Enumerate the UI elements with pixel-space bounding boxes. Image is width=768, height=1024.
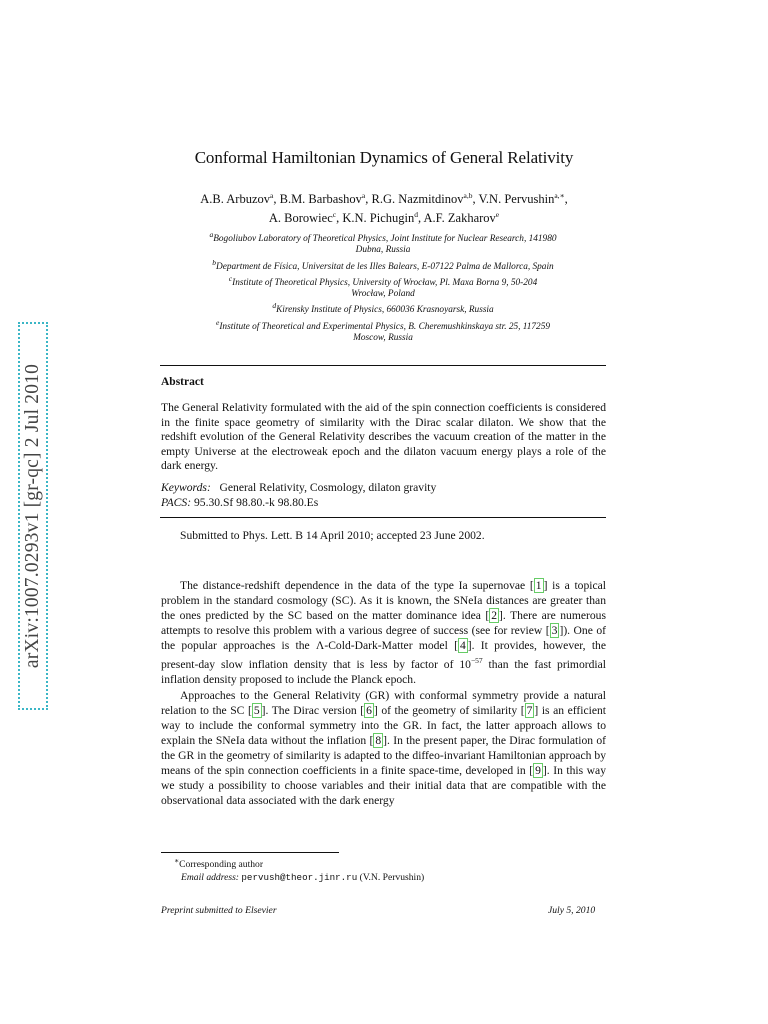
footnote-rule [161, 852, 339, 853]
affiliation-text: Institute of Theoretical Physics, University of Wrocław, Pl. Maxa Borna 9, 50-204 [232, 277, 538, 288]
author-name: A.B. Arbuzov [200, 192, 271, 207]
affiliation-mark: c [228, 273, 233, 283]
author-affiliation-mark: c [332, 210, 337, 220]
author-affiliation-mark: a,b [463, 191, 473, 200]
author-list [0, 188, 768, 226]
author-affiliation-mark: a [361, 191, 366, 200]
keywords-block [161, 481, 606, 511]
author-line-1: A.B. Arbuzov$^a$, B.M. Barbashov$^a$, R.G. Nazmitdinov$^{a,b}$, V.N. Pervushin$^{a,∗}$, [200, 191, 568, 207]
affiliation-line [160, 317, 606, 333]
citation-link[interactable]: 6 [366, 703, 372, 717]
footnote [174, 854, 424, 884]
author-name: V.N. Pervushin [478, 192, 555, 207]
pacs-label: PACS: [161, 495, 192, 509]
author-affiliation-mark: a [270, 191, 274, 200]
author-affiliation-mark: d [414, 210, 418, 220]
email-link[interactable]: pervush@theor.jinr.ru [241, 872, 358, 884]
affiliation-text: Kirensky Institute of Physics, 660036 Krasnoyarsk, Russia [276, 305, 494, 316]
affiliation-text: Department de Física, Universitat de les Illes Balears, E-07122 Palma de Mallorca, Spain [216, 261, 554, 272]
pacs-value: 95.30.Sf 98.80.-k 98.80.Es [193, 495, 319, 509]
paragraph-2: Approaches to the General Relativity (GR) with conformal symmetry provide a natural relation to the SC [ 5 ]. The Dirac version [ 6 ] of the geometry of similarity [ 7 ] is an efficient way to include the conformal symmetry into the GR. In fact, the latter approach allows to explain the SNeIa data without the inflation [ 8 ]. In the present paper, the Dirac formulation of the GR in the geometry of similarity is adapted to the diffeo-invariant Hamiltonian approach by means of the spin connection coefficients in a finite space-time, developed in [ 9 ]. In this way we study a possibility to choose variables and their initial data that are compatible with the observational data associated with the dark energy [161, 688, 607, 808]
affiliation-line [160, 257, 606, 273]
affiliation-text: Moscow, Russia [353, 332, 413, 343]
affiliation-mark: b [212, 257, 217, 267]
author-affiliation-mark: a,∗ [554, 191, 565, 200]
submission-note: Submitted to Phys. Lett. B 14 April 2010; accepted 23 June 2002. [180, 529, 485, 542]
arxiv-stamp [18, 322, 48, 710]
arxiv-stamp-text: arXiv:1007.0293v1 [gr-qc] 2 Jul 2010 [22, 363, 44, 669]
preprint-note: Preprint submitted to Elsevier [161, 905, 277, 916]
author-name: B.M. Barbashov [279, 192, 362, 207]
keywords-value: General Relativity, Cosmology, dilaton gravity [219, 481, 437, 494]
author-affiliation-mark: e [495, 210, 500, 220]
abstract-text: The General Relativity formulated with the aid of the spin connection coefficients is considered in the finite space geometry of similarity with the Dirac scalar dilaton. We show that the redshift evolution of the General Relativity describes the vacuum creation of the matter in the empty Universe at the electroweak epoch and the dilaton vacuum energy plays a role of the dark energy. [161, 401, 606, 473]
author-name: K.N. Pichugin [342, 211, 415, 226]
affiliation-list [160, 229, 606, 344]
email-label: Email address: [181, 872, 240, 884]
citation-link[interactable]: 1 [535, 579, 542, 592]
author-line-2: A. Borowiec$^c$, K.N. Pichugin$^d$, A.F. Zakharov$^e$ [268, 210, 500, 226]
affiliation-text: Bogoliubov Laboratory of Theoretical Physics, Joint Institute for Nuclear Research, 141980 [213, 234, 557, 245]
citation-link[interactable]: 5 [253, 703, 260, 717]
citation-link[interactable]: 2 [491, 609, 498, 623]
footnote-mark: ∗ [174, 856, 180, 865]
email-owner: (V.N. Pervushin) [359, 872, 425, 884]
author-name: R.G. Nazmitdinov [371, 192, 464, 207]
citation-link[interactable]: 4 [459, 639, 466, 653]
affiliation-text: Dubna, Russia [355, 245, 411, 256]
paragraph-1: The distance-redshift dependence in the data of the type Ia supernovae [ 1 ] is a topical problem in the standard cosmology (SC). As it is known, the SNeIa distances are greater than the ones predicted by the SC based on the matter dominance idea [ 2 ]. There are numerous attempts to resolve this problem with a various degree of success (see for review [ 3 ]). One of the popular approaches is the Λ-Cold-Dark-Matter model [ 4 ]. It provides, however, the present-day slow inflation density that is less by factor of $10^{-57}$ than the fast primordial inflation density proposed to include the Planck epoch. [161, 579, 606, 687]
author-name: A.F. Zakharov [423, 211, 496, 226]
citation-link[interactable]: 7 [526, 703, 533, 717]
affiliation-line [160, 245, 606, 256]
affiliation-line [160, 289, 606, 300]
keywords-label: Keywords: [161, 481, 211, 494]
affiliation-line [160, 273, 606, 289]
affiliation-line [160, 300, 606, 316]
citation-link[interactable]: 9 [535, 763, 541, 777]
body-text [161, 578, 606, 808]
citation-link[interactable]: 8 [375, 733, 382, 747]
affiliation-mark: e [215, 317, 220, 327]
affiliation-mark: d [272, 301, 277, 311]
affiliation-line [160, 333, 606, 344]
author-name: A. Borowiec [268, 211, 333, 226]
paper-title: Conformal Hamiltonian Dynamics of General Relativity [194, 148, 574, 167]
exponent: −57 [470, 656, 483, 666]
abstract-bottom-rule [160, 517, 606, 518]
footnote-corresponding: Corresponding author [179, 859, 264, 871]
affiliation-text: Wrocław, Poland [351, 289, 415, 300]
affiliation-text: Institute of Theoretical and Experimental Physics, B. Cheremushkinskaya str. 25, 117259 [219, 321, 551, 332]
preprint-date: July 5, 2010 [548, 905, 596, 916]
affiliation-mark: a [209, 230, 214, 239]
abstract-heading: Abstract [161, 376, 204, 388]
citation-link[interactable]: 3 [551, 624, 558, 638]
abstract-top-rule [160, 365, 606, 366]
affiliation-line [160, 229, 606, 245]
